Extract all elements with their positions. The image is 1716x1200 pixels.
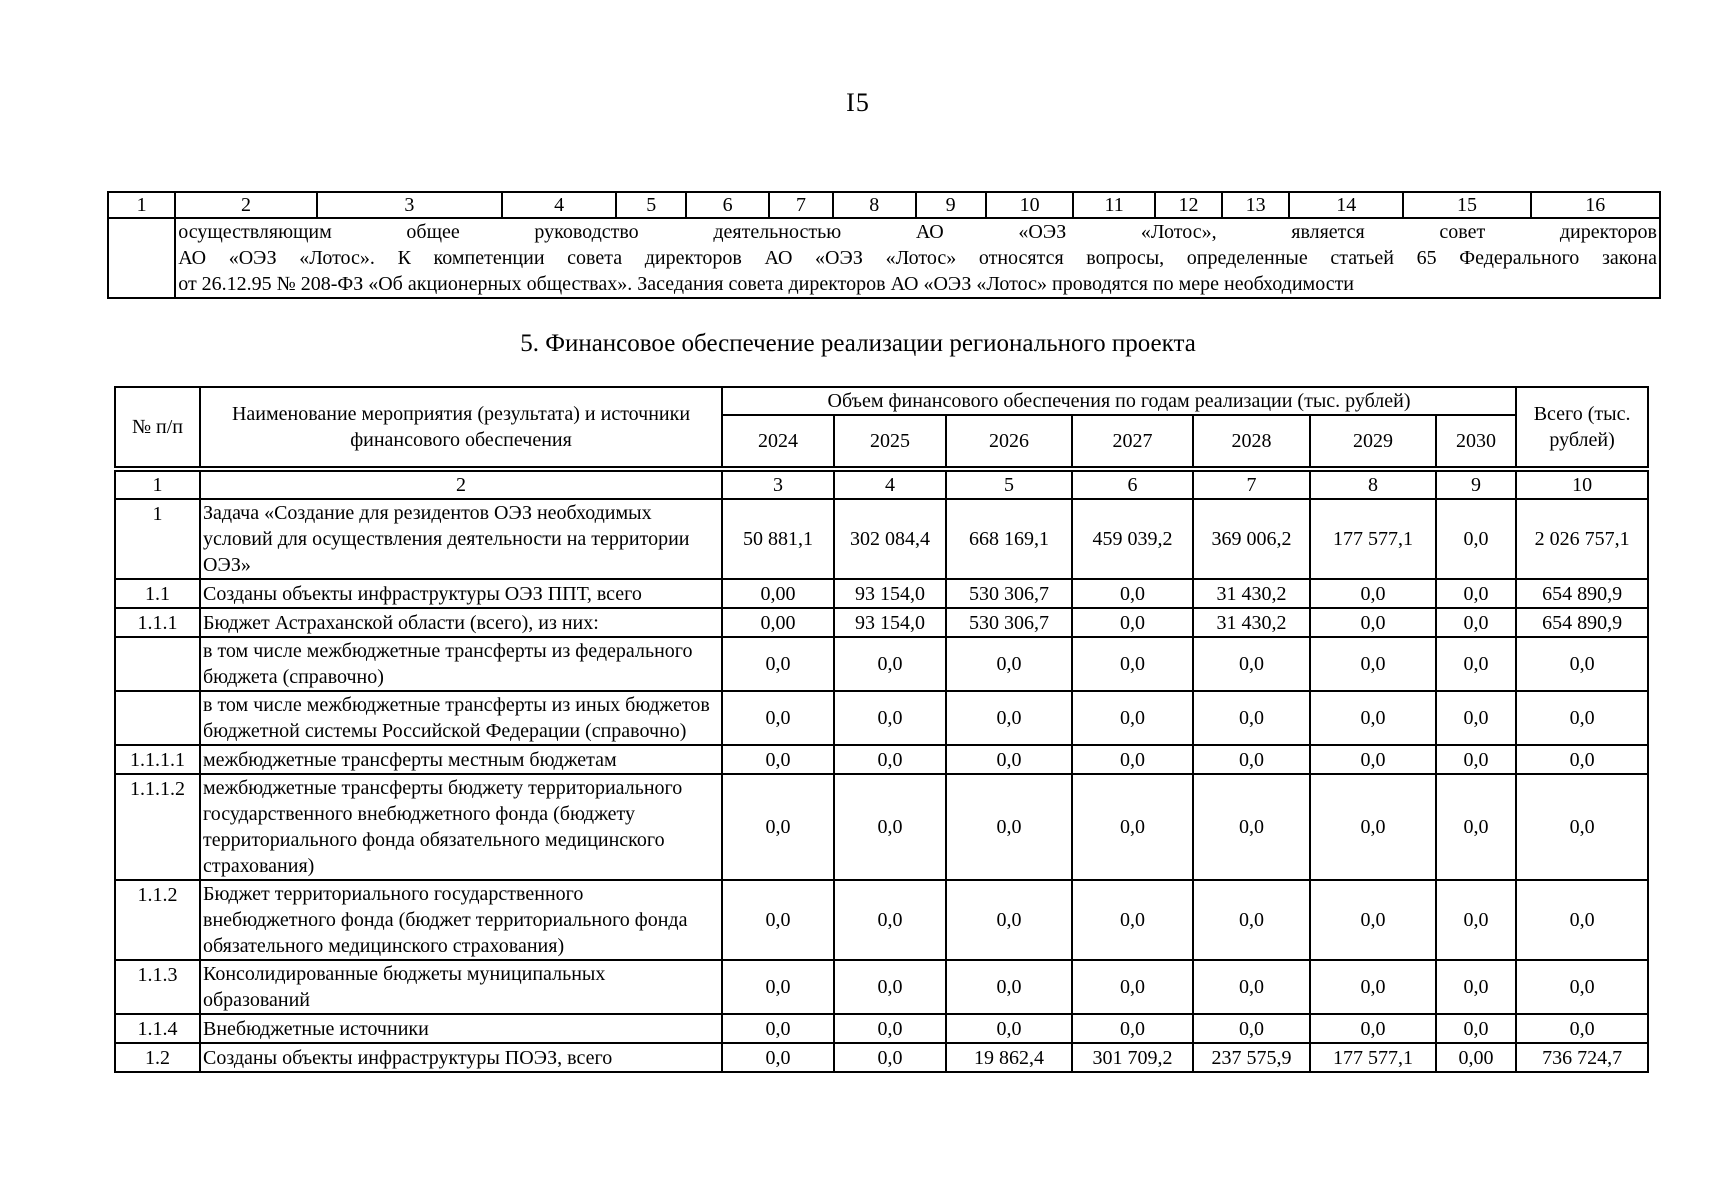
column-index: 2 xyxy=(200,471,722,499)
row-value: 237 575,9 xyxy=(1193,1043,1310,1072)
row-value: 0,0 xyxy=(722,691,834,745)
table-row xyxy=(115,745,1648,774)
row-value: 0,0 xyxy=(834,1014,946,1043)
row-value: 0,0 xyxy=(1072,1014,1193,1043)
continuation-text xyxy=(175,218,1660,298)
column-index: 8 xyxy=(1310,471,1436,499)
continuation-column-number: 1 xyxy=(108,192,175,218)
row-value: 0,0 xyxy=(1193,880,1310,960)
row-value: 0,00 xyxy=(722,608,834,637)
continuation-column-number: 7 xyxy=(769,192,833,218)
column-index-row xyxy=(115,471,1648,499)
row-value: 0,0 xyxy=(1310,637,1436,691)
row-value: 0,0 xyxy=(1516,691,1648,745)
header-num: № п/п xyxy=(115,387,200,467)
row-value: 93 154,0 xyxy=(834,608,946,637)
header-total: Всего (тыс. рублей) xyxy=(1516,387,1648,467)
row-value: 0,0 xyxy=(1310,745,1436,774)
column-index: 4 xyxy=(834,471,946,499)
row-value: 0,0 xyxy=(1193,745,1310,774)
row-value: 0,0 xyxy=(1072,608,1193,637)
row-number: 1.2 xyxy=(115,1043,200,1072)
row-value: 0,0 xyxy=(1436,579,1516,608)
row-name: Бюджет территориального государственного внебюджетного фонда (бюджет территориального фонда обязательного медицинского страхования) xyxy=(200,880,722,960)
row-value: 50 881,1 xyxy=(722,499,834,579)
header-year: 2026 xyxy=(946,415,1072,467)
continuation-text-row xyxy=(108,218,1660,298)
continuation-line-1: осуществляющим общее руководство деятельностью АО «ОЭЗ «Лотос», является совет директоров xyxy=(178,221,1657,243)
row-value: 0,0 xyxy=(1516,745,1648,774)
row-value: 0,0 xyxy=(1310,691,1436,745)
continuation-table xyxy=(107,191,1661,299)
row-number: 1.1.1 xyxy=(115,608,200,637)
row-value: 0,0 xyxy=(834,637,946,691)
header-year: 2028 xyxy=(1193,415,1310,467)
header-year: 2027 xyxy=(1072,415,1193,467)
row-name: Внебюджетные источники xyxy=(200,1014,722,1043)
continuation-column-number: 4 xyxy=(502,192,616,218)
row-value: 0,0 xyxy=(1072,637,1193,691)
row-value: 0,0 xyxy=(1310,1014,1436,1043)
row-value: 0,0 xyxy=(1193,691,1310,745)
row-value: 530 306,7 xyxy=(946,579,1072,608)
row-value: 0,0 xyxy=(1310,960,1436,1014)
continuation-column-number: 5 xyxy=(616,192,686,218)
row-value: 0,00 xyxy=(1436,1043,1516,1072)
row-name: Бюджет Астраханской области (всего), из них: xyxy=(200,608,722,637)
column-index: 9 xyxy=(1436,471,1516,499)
row-value: 0,0 xyxy=(1436,745,1516,774)
column-index: 5 xyxy=(946,471,1072,499)
continuation-line-3: от 26.12.95 № 208-ФЗ «Об акционерных обществах». Заседания совета директоров АО «ОЭЗ «Лотос» проводятся по мере необходимости xyxy=(178,273,1355,295)
row-value: 0,0 xyxy=(1436,960,1516,1014)
row-value: 0,0 xyxy=(1436,499,1516,579)
row-value: 0,0 xyxy=(834,774,946,880)
table-row xyxy=(115,1014,1648,1043)
row-value: 0,0 xyxy=(1193,1014,1310,1043)
row-number xyxy=(115,691,200,745)
column-index: 3 xyxy=(722,471,834,499)
row-value: 0,0 xyxy=(1072,774,1193,880)
row-value: 31 430,2 xyxy=(1193,579,1310,608)
row-value: 0,0 xyxy=(722,745,834,774)
row-number: 1.1.2 xyxy=(115,880,200,960)
row-value: 0,0 xyxy=(946,1014,1072,1043)
row-value: 0,0 xyxy=(722,1043,834,1072)
row-value: 0,0 xyxy=(722,880,834,960)
column-index: 1 xyxy=(115,471,200,499)
table-row xyxy=(115,960,1648,1014)
table-row xyxy=(115,1043,1648,1072)
row-value: 0,0 xyxy=(722,960,834,1014)
continuation-column-number: 12 xyxy=(1155,192,1222,218)
row-value: 0,0 xyxy=(1436,880,1516,960)
finance-table xyxy=(114,386,1649,1073)
row-value: 0,0 xyxy=(946,745,1072,774)
row-value: 654 890,9 xyxy=(1516,579,1648,608)
continuation-column-number: 3 xyxy=(317,192,502,218)
row-value: 0,0 xyxy=(1310,774,1436,880)
row-value: 0,0 xyxy=(946,880,1072,960)
continuation-column-number: 16 xyxy=(1531,192,1660,218)
row-number xyxy=(115,637,200,691)
row-value: 668 169,1 xyxy=(946,499,1072,579)
row-value: 0,0 xyxy=(1436,774,1516,880)
table-row xyxy=(115,637,1648,691)
row-value: 0,0 xyxy=(1072,579,1193,608)
row-value: 0,0 xyxy=(946,637,1072,691)
header-name: Наименование мероприятия (результата) и источники финансового обеспечения xyxy=(200,387,722,467)
continuation-column-number: 11 xyxy=(1073,192,1154,218)
row-value: 0,0 xyxy=(946,691,1072,745)
row-value: 0,0 xyxy=(722,637,834,691)
row-value: 459 039,2 xyxy=(1072,499,1193,579)
continuation-line-2: АО «ОЭЗ «Лотос». К компетенции совета директоров АО «ОЭЗ «Лотос» относятся вопросы, определенные статьей 65 Федерального закона xyxy=(178,247,1657,269)
row-value: 0,0 xyxy=(834,960,946,1014)
row-number: 1 xyxy=(115,499,200,579)
row-name: в том числе межбюджетные трансферты из иных бюджетов бюджетной системы Российской Федерации (справочно) xyxy=(200,691,722,745)
row-value: 0,0 xyxy=(1436,691,1516,745)
row-value: 0,0 xyxy=(834,1043,946,1072)
continuation-column-numbers xyxy=(108,192,1660,218)
continuation-column-number: 9 xyxy=(916,192,986,218)
row-value: 0,0 xyxy=(1516,774,1648,880)
row-value: 654 890,9 xyxy=(1516,608,1648,637)
row-number: 1.1.1.2 xyxy=(115,774,200,880)
row-value: 0,0 xyxy=(1072,880,1193,960)
row-value: 0,0 xyxy=(1516,960,1648,1014)
row-value: 19 862,4 xyxy=(946,1043,1072,1072)
row-value: 736 724,7 xyxy=(1516,1043,1648,1072)
column-index: 7 xyxy=(1193,471,1310,499)
column-index: 10 xyxy=(1516,471,1648,499)
table-row xyxy=(115,691,1648,745)
continuation-column-number: 10 xyxy=(986,192,1074,218)
continuation-column-number: 14 xyxy=(1289,192,1403,218)
row-name: Консолидированные бюджеты муниципальных образований xyxy=(200,960,722,1014)
continuation-column-number: 6 xyxy=(686,192,768,218)
table-row xyxy=(115,499,1648,579)
row-name: в том числе межбюджетные трансферты из федерального бюджета (справочно) xyxy=(200,637,722,691)
header-volume: Объем финансового обеспечения по годам реализации (тыс. рублей) xyxy=(722,387,1516,415)
row-value: 0,0 xyxy=(722,1014,834,1043)
row-value: 0,0 xyxy=(1072,960,1193,1014)
continuation-empty-cell xyxy=(108,218,175,298)
continuation-column-number: 13 xyxy=(1222,192,1289,218)
row-number: 1.1.1.1 xyxy=(115,745,200,774)
header-year: 2029 xyxy=(1310,415,1436,467)
row-value: 177 577,1 xyxy=(1310,499,1436,579)
header-year: 2025 xyxy=(834,415,946,467)
row-value: 0,0 xyxy=(946,774,1072,880)
row-value: 301 709,2 xyxy=(1072,1043,1193,1072)
table-row xyxy=(115,774,1648,880)
row-value: 0,00 xyxy=(722,579,834,608)
continuation-column-number: 8 xyxy=(833,192,915,218)
continuation-column-number: 15 xyxy=(1403,192,1530,218)
row-value: 0,0 xyxy=(1516,1014,1648,1043)
header-year: 2030 xyxy=(1436,415,1516,467)
row-number: 1.1.3 xyxy=(115,960,200,1014)
row-number: 1.1 xyxy=(115,579,200,608)
row-value: 0,0 xyxy=(834,880,946,960)
row-number: 1.1.4 xyxy=(115,1014,200,1043)
row-value: 530 306,7 xyxy=(946,608,1072,637)
header-row-1 xyxy=(115,387,1648,415)
row-value: 369 006,2 xyxy=(1193,499,1310,579)
row-value: 0,0 xyxy=(1072,745,1193,774)
row-value: 0,0 xyxy=(1072,691,1193,745)
row-value: 0,0 xyxy=(1193,774,1310,880)
table-row xyxy=(115,608,1648,637)
row-value: 0,0 xyxy=(1310,880,1436,960)
row-value: 31 430,2 xyxy=(1193,608,1310,637)
row-value: 0,0 xyxy=(834,691,946,745)
section-title: 5. Финансовое обеспечение реализации регионального проекта xyxy=(520,330,1196,357)
row-value: 177 577,1 xyxy=(1310,1043,1436,1072)
table-row xyxy=(115,579,1648,608)
row-value: 0,0 xyxy=(1436,1014,1516,1043)
row-value: 0,0 xyxy=(1310,608,1436,637)
row-value: 0,0 xyxy=(946,960,1072,1014)
row-value: 0,0 xyxy=(1436,608,1516,637)
header-year: 2024 xyxy=(722,415,834,467)
row-value: 0,0 xyxy=(1516,880,1648,960)
row-value: 0,0 xyxy=(1310,579,1436,608)
continuation-column-number: 2 xyxy=(175,192,317,218)
row-name: межбюджетные трансферты местным бюджетам xyxy=(200,745,722,774)
row-name: Созданы объекты инфраструктуры ПОЭЗ, всего xyxy=(200,1043,722,1072)
row-value: 0,0 xyxy=(834,745,946,774)
page-number: I5 xyxy=(846,88,870,117)
row-name: Задача «Создание для резидентов ОЭЗ необходимых условий для осуществления деятельности на территории ОЭЗ» xyxy=(200,499,722,579)
row-value: 0,0 xyxy=(1193,960,1310,1014)
row-name: Созданы объекты инфраструктуры ОЭЗ ППТ, всего xyxy=(200,579,722,608)
row-value: 302 084,4 xyxy=(834,499,946,579)
column-index: 6 xyxy=(1072,471,1193,499)
row-value: 0,0 xyxy=(1516,637,1648,691)
row-name: межбюджетные трансферты бюджету территориального государственного внебюджетного фонда (бюджету территориального фонда обязательного медицинского страхования) xyxy=(200,774,722,880)
row-value: 0,0 xyxy=(1193,637,1310,691)
row-value: 93 154,0 xyxy=(834,579,946,608)
row-value: 0,0 xyxy=(1436,637,1516,691)
row-value: 2 026 757,1 xyxy=(1516,499,1648,579)
row-value: 0,0 xyxy=(722,774,834,880)
table-row xyxy=(115,880,1648,960)
